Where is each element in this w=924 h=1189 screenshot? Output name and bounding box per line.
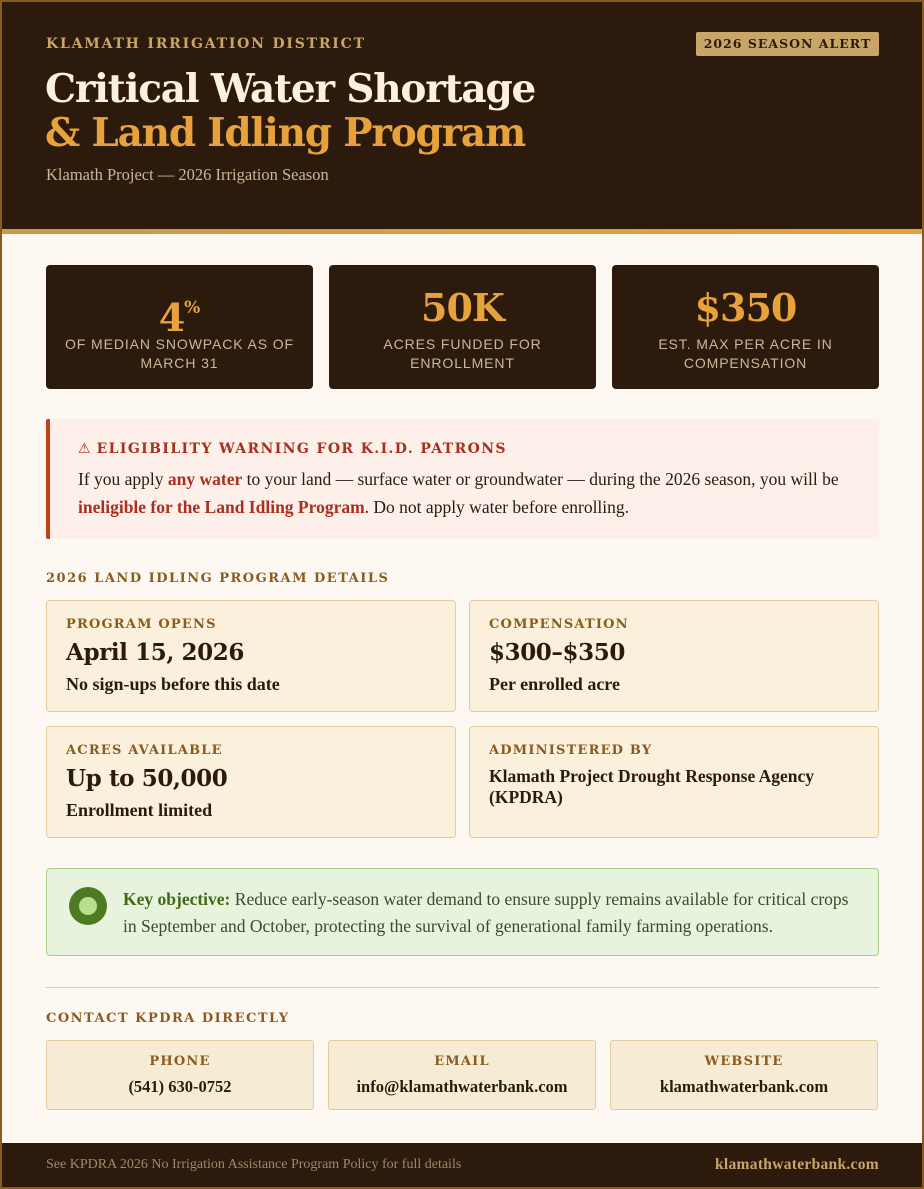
contact-heading: CONTACT KPDRA DIRECTLY [46, 1011, 290, 1026]
card-administered-by [469, 726, 879, 838]
objective-text: Key objective: Reduce early-season water demand to ensure supply remains available for critical crops in September and October, protecting the survival of generational family farming operations. [123, 889, 849, 936]
season-alert-badge: 2026 SEASON ALERT [696, 32, 879, 56]
stat-acres-funded [329, 265, 596, 389]
card-program-opens [46, 600, 456, 712]
page-subtitle: Klamath Project — 2026 Irrigation Season [46, 165, 329, 184]
card-value: $300–$350 [489, 639, 625, 666]
card-label: ACRES AVAILABLE [66, 743, 223, 758]
eligibility-warning [46, 419, 879, 539]
page-title-line1: Critical Water Shortage [45, 66, 536, 112]
card-compensation [469, 600, 879, 712]
contact-email [328, 1040, 596, 1110]
objective-lead: Key objective: [123, 889, 231, 909]
card-label: COMPENSATION [489, 617, 629, 632]
card-sub: No sign-ups before this date [66, 674, 280, 694]
target-icon [69, 887, 107, 925]
contact-label: EMAIL [434, 1054, 490, 1069]
phone-number-link[interactable]: (541) 630-0752 [128, 1077, 232, 1096]
card-value: Up to 50,000 [66, 765, 228, 792]
divider [46, 987, 879, 988]
card-acres-available [46, 726, 456, 838]
page-title-line2: & Land Idling Program [45, 110, 526, 156]
contact-phone [46, 1040, 314, 1110]
header [2, 2, 922, 229]
header-divider [2, 229, 922, 234]
card-value: Klamath Project Drought Response Agency (KPDRA) [489, 766, 815, 807]
district-name: KLAMATH IRRIGATION DISTRICT [46, 36, 366, 52]
card-sub: Per enrolled acre [489, 674, 620, 694]
website-link[interactable]: klamathwaterbank.com [659, 1077, 829, 1096]
stat-suffix: % [184, 298, 201, 318]
stat-label: EST. MAX PER ACRE IN COMPENSATION [658, 336, 833, 371]
card-value: April 15, 2026 [66, 639, 244, 666]
stat-value: 4% [158, 295, 201, 340]
warning-emphasis: ineligible for the Land Idling Program [78, 497, 365, 517]
warning-text: If you apply any water to your land — surface water or groundwater — during the 2026 season, you will be ineligible for the Land Idling Program. Do not apply water before enrolling. [78, 469, 839, 517]
page [2, 2, 922, 1187]
stat-value: $350 [694, 285, 797, 330]
card-label: ADMINISTERED BY [489, 743, 653, 758]
card-label: PROGRAM OPENS [66, 617, 217, 632]
footer-note: See KPDRA 2026 No Irrigation Assistance Program Policy for full details [46, 1157, 462, 1172]
stat-snowpack [46, 265, 313, 389]
stat-max-compensation [612, 265, 879, 389]
contact-label: PHONE [149, 1054, 211, 1069]
stat-label: ACRES FUNDED FOR ENROLLMENT [383, 336, 542, 371]
footer [2, 1143, 922, 1187]
warning-title: ⚠ ELIGIBILITY WARNING FOR K.I.D. PATRONS [78, 441, 507, 457]
key-objective [46, 868, 879, 956]
warning-emphasis: any water [167, 469, 243, 489]
stat-label: OF MEDIAN SNOWPACK AS OF MARCH 31 [64, 336, 295, 371]
card-sub: Enrollment limited [66, 800, 213, 820]
warning-triangle-icon: ⚠ [78, 441, 91, 457]
contact-website [610, 1040, 878, 1110]
email-link[interactable]: info@klamathwaterbank.com [356, 1077, 568, 1096]
footer-website-link[interactable]: klamathwaterbank.com [714, 1156, 879, 1173]
stat-value: 50K [421, 285, 504, 330]
program-details-heading: 2026 LAND IDLING PROGRAM DETAILS [46, 571, 390, 586]
contact-label: WEBSITE [704, 1054, 784, 1069]
